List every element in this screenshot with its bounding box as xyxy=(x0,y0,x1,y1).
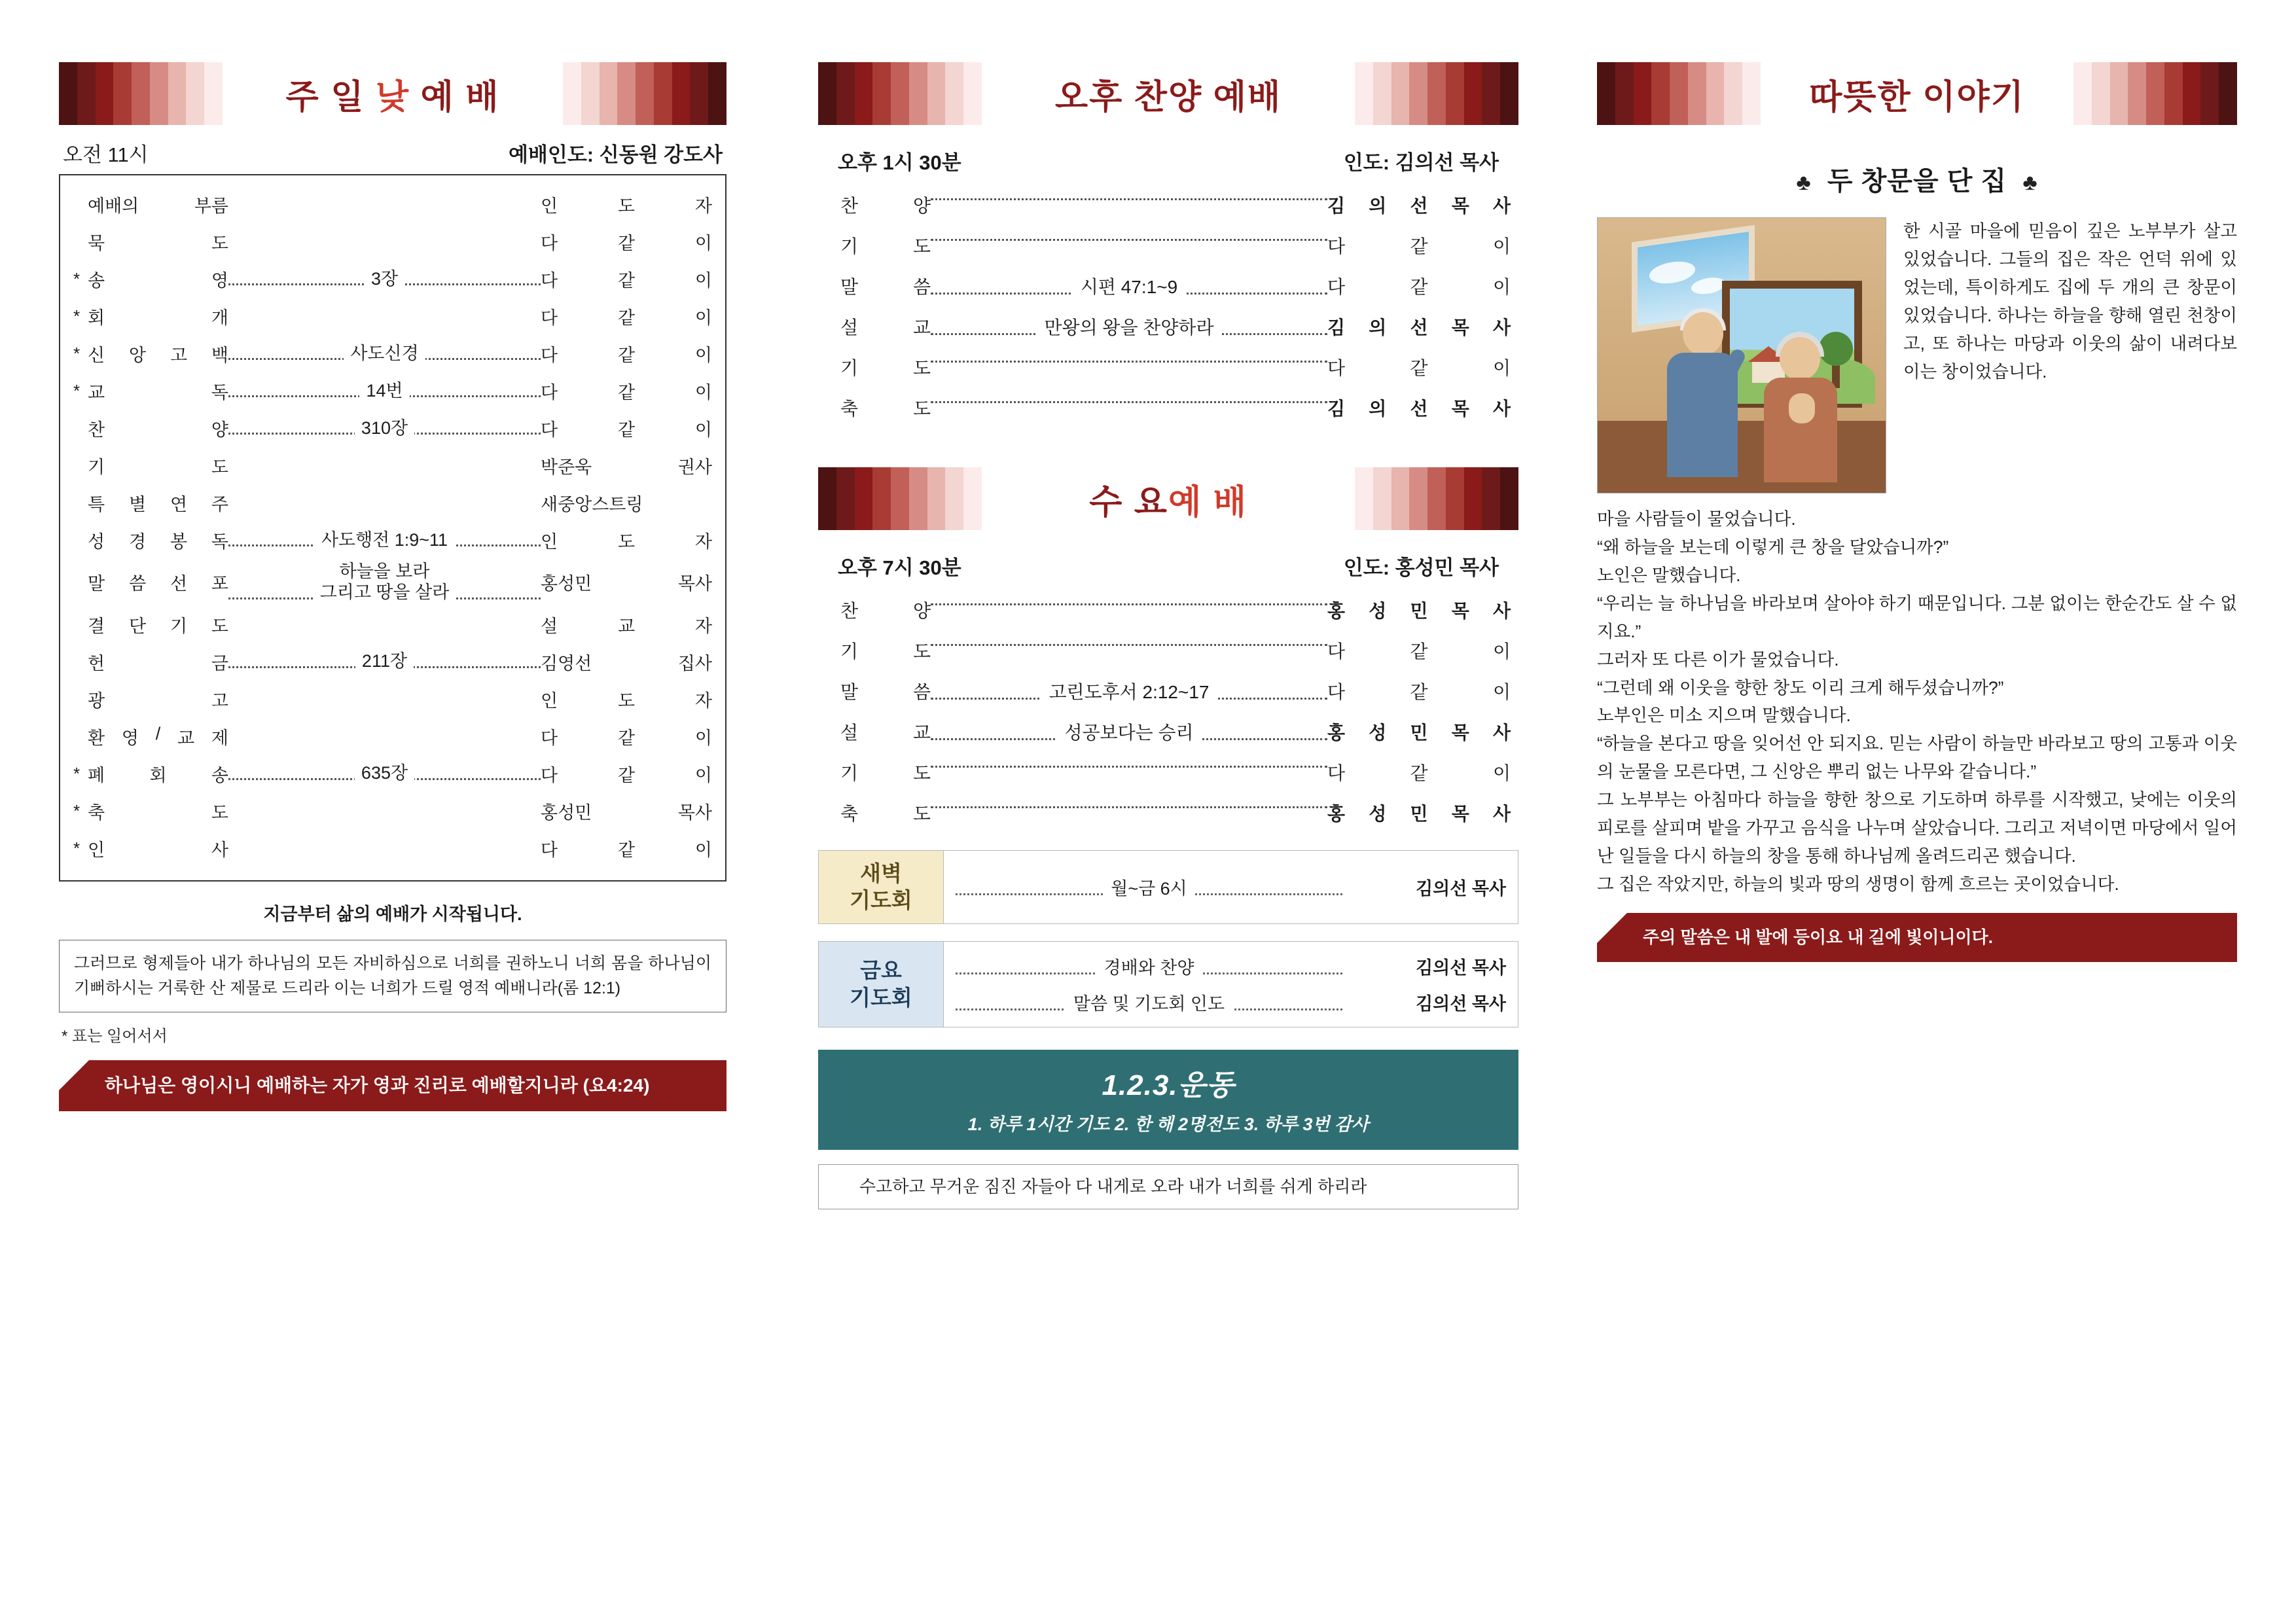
order-person: 다 같 이 xyxy=(541,346,712,365)
order-label: 말 씀 xyxy=(840,682,931,702)
order-person: 다 같 이 xyxy=(541,383,712,402)
order-row xyxy=(72,755,713,793)
order-person: 다 같 이 xyxy=(1327,763,1511,783)
story-paragraph: 그 노부부는 아침마다 하늘을 향한 창으로 기도하며 하루를 시작했고, 낮에는 이웃의 피로를 살피며 밭을 가꾸고 음식을 나누며 살았습니다. 그리고 저녁이면 마당에서 일어난 일들을 다시 하늘의 창을 통해 하나님께 올려드리곤 했습니다. xyxy=(1597,790,2237,866)
order-person: 홍 성 민 목 사 xyxy=(1327,722,1511,743)
standing-star: * xyxy=(73,344,81,363)
banner-stripes-right xyxy=(1355,467,1518,530)
banner-afternoon-praise xyxy=(818,62,1518,125)
order-person: 다 같 이 xyxy=(1327,682,1511,702)
order-person: 다 같 이 xyxy=(1327,358,1511,378)
service-order-row xyxy=(825,266,1512,306)
order-person: 홍 성 민 목 사 xyxy=(1327,804,1511,824)
order-label: 특 별 연 주 xyxy=(88,495,228,514)
sunday-service-header xyxy=(59,138,726,174)
sunday-order-of-worship xyxy=(59,174,726,882)
order-label: 성 경 봉 독 xyxy=(88,532,228,552)
order-detail: 성공보다는 승리 xyxy=(931,719,1327,745)
order-detail: 고린도후서 2:12~17 xyxy=(931,678,1327,704)
story-illustration xyxy=(1597,217,1886,493)
order-row xyxy=(72,606,713,643)
order-person: 다 같 이 xyxy=(1327,277,1511,297)
friday-prayer-row xyxy=(956,984,1506,1020)
order-person: 김 의 선 목 사 xyxy=(1327,399,1511,419)
order-person: 다 같 이 xyxy=(1327,641,1511,662)
friday-prayer-leader: 김의선 목사 xyxy=(1416,957,1506,978)
order-label: 기 도 xyxy=(840,358,931,378)
order-person: 다 같 이 xyxy=(541,271,712,291)
service-order-row xyxy=(825,347,1512,387)
order-person: 홍성민 목사 xyxy=(541,574,712,594)
order-person: 다 같 이 xyxy=(541,308,712,328)
standing-star: * xyxy=(73,269,81,289)
order-label: 기 도 xyxy=(88,457,228,477)
banner-wednesday-service xyxy=(818,467,1518,530)
ribbon-col2 xyxy=(818,1164,1518,1209)
order-person: 새중앙스트링 xyxy=(541,495,643,514)
afternoon-order-list xyxy=(818,185,1518,428)
order-person: 다 같 이 xyxy=(541,420,712,440)
banner-title-afternoon: 오후 찬양 예배 xyxy=(1038,69,1299,118)
afternoon-time: 오후 1시 30분 xyxy=(838,151,961,174)
order-person: 다 같 이 xyxy=(541,728,712,748)
banner-stripes-left xyxy=(818,62,982,125)
order-label: 환 영 / 교 제 xyxy=(88,723,228,748)
service-order-row xyxy=(825,590,1512,630)
order-row xyxy=(72,522,713,559)
order-detail: 14번 xyxy=(228,381,541,402)
order-label: 축 도 xyxy=(840,399,931,419)
dawn-prayer-tag xyxy=(819,851,944,923)
order-person: 박준욱 권사 xyxy=(541,457,712,477)
order-row xyxy=(72,718,713,755)
order-person: 김 의 선 목 사 xyxy=(1327,196,1511,216)
story-paragraph: 그러자 또 다른 이가 물었습니다. xyxy=(1597,649,1839,669)
dawn-prayer-block xyxy=(818,850,1518,924)
order-label: 기 도 xyxy=(840,763,931,783)
order-label: 신 앙 고 백 xyxy=(88,346,228,365)
order-label: 예배의 부름 xyxy=(88,196,228,216)
column-afternoon-wednesday xyxy=(779,0,1558,1623)
order-person: 인 도 자 xyxy=(541,690,712,711)
order-person: 설 교 자 xyxy=(541,616,712,636)
wednesday-order-list xyxy=(818,590,1518,833)
order-row xyxy=(72,260,713,298)
order-person: 인 도 자 xyxy=(541,532,712,552)
story-title-text: 두 창문을 단 집 xyxy=(1827,167,2007,196)
order-detail: 사도신경 xyxy=(228,344,541,365)
order-label: 축 도 xyxy=(88,802,228,823)
order-label: 인 사 xyxy=(88,840,228,860)
elderly-man-figure xyxy=(1660,312,1744,476)
banner-title-sunday: 주 일 낮 예 배 xyxy=(269,69,517,118)
story-paragraph: 마을 사람들이 물었습니다. xyxy=(1597,509,1796,529)
friday-prayer-tag xyxy=(819,942,944,1027)
story-paragraph: 노인은 말했습니다. xyxy=(1597,565,1741,585)
banner-stripes-right xyxy=(563,62,726,125)
order-label: 결 단 기 도 xyxy=(88,616,228,636)
story-paragraph: “하늘을 본다고 땅을 잊어선 안 되지요. 믿는 사람이 하늘만 바라보고 땅의 고통과 이웃의 눈물을 모른다면, 그 신앙은 뿌리 없는 나무와 같습니다.” xyxy=(1597,734,2237,782)
order-person: 다 같 이 xyxy=(1327,236,1511,257)
order-label: 설 교 xyxy=(840,722,931,743)
elderly-woman-figure xyxy=(1760,337,1842,481)
order-note: 지금부터 삶의 예배가 시작됩니다. xyxy=(263,904,522,924)
banner-sunday-service xyxy=(59,62,726,125)
service-order-row xyxy=(825,711,1512,752)
order-person: 김영선 집사 xyxy=(541,653,712,673)
banner-title-story: 따뜻한 이야기 xyxy=(1792,69,2042,118)
sunday-service-leader: 예배인도: 신동원 강도사 xyxy=(508,143,723,166)
friday-prayer-text: 경배와 찬양 xyxy=(956,954,1342,979)
story-intro-paragraph: 한 시골 마을에 믿음이 깊은 노부부가 살고 있었습니다. 그들의 집은 작은 언덕 위에 있었는데, 특이하게도 집에 두 개의 큰 창문이 있었습니다. 하나는 하늘을 향해 열린 천창이고, 또 하나는 마당과 이웃의 삶이 내려다보이는 창이었습니다. xyxy=(1903,221,2237,382)
order-person: 다 같 이 xyxy=(541,234,712,253)
story-paragraph: 그 집은 작았지만, 하늘의 빛과 땅의 생명이 함께 흐르는 곳이었습니다. xyxy=(1597,874,2119,894)
order-person: 다 같 이 xyxy=(541,840,712,860)
order-row xyxy=(72,223,713,260)
order-row xyxy=(72,559,713,606)
column-warm-story xyxy=(1558,0,2296,1623)
friday-prayer-tag-line2: 기도회 xyxy=(850,985,912,1010)
order-person: 홍성민 목사 xyxy=(541,802,712,823)
order-row xyxy=(72,447,713,484)
story-body xyxy=(1597,493,2237,899)
order-label: 헌 금 xyxy=(88,653,228,673)
wednesday-leader: 인도: 홍성민 목사 xyxy=(1343,556,1499,579)
ribbon-col1-text: 하나님은 영이시니 예배하는 자가 영과 진리로 예배할지니라 (요4:24) xyxy=(105,1075,650,1096)
friday-prayer-tag-line1: 금요 xyxy=(860,958,902,983)
story-top-section xyxy=(1597,217,2237,493)
order-person: 김 의 선 목 사 xyxy=(1327,317,1511,338)
order-label: 기 도 xyxy=(840,236,931,257)
ribbon-col1 xyxy=(59,1060,726,1111)
movement-title: 1.2.3.운동 xyxy=(1102,1069,1235,1101)
order-label: 찬 양 xyxy=(840,601,931,621)
column-sunday-service xyxy=(0,0,779,1623)
story-title xyxy=(1597,138,2237,217)
clover-icon-right: ♣ xyxy=(2022,170,2038,195)
friday-prayer-row xyxy=(956,948,1506,984)
afternoon-service-header xyxy=(818,138,1518,185)
banner-stripes-right xyxy=(2073,62,2237,125)
dawn-prayer-body xyxy=(944,851,1518,923)
banner-stripes-right xyxy=(1355,62,1518,125)
movement-123-box xyxy=(818,1050,1518,1150)
order-person: 다 같 이 xyxy=(541,765,712,785)
order-row xyxy=(72,410,713,447)
friday-prayer-block xyxy=(818,941,1518,1027)
order-label: 찬 양 xyxy=(88,420,228,440)
movement-subtitle: 1. 하루 1시간 기도 2. 한 해 2명전도 3. 하루 3번 감사 xyxy=(967,1114,1369,1134)
standing-star: * xyxy=(73,763,81,783)
order-label: 찬 양 xyxy=(840,196,931,216)
service-order-row xyxy=(825,793,1512,833)
sunday-service-time: 오전 11시 xyxy=(63,143,149,166)
order-detail: 310장 xyxy=(228,418,541,439)
ribbon-col3 xyxy=(1597,913,2237,962)
dawn-prayer-time: 월~금 6시 xyxy=(1103,879,1195,899)
dawn-prayer-leader: 김의선 목사 xyxy=(1416,878,1506,899)
ribbon-col2-text: 수고하고 무거운 짐진 자들아 다 내게로 오라 내가 너희를 쉬게 하리라 xyxy=(859,1176,1367,1196)
banner-stripes-left xyxy=(59,62,223,125)
wednesday-time: 오후 7시 30분 xyxy=(838,556,961,579)
dawn-prayer-tag-line2: 기도회 xyxy=(850,888,912,913)
footnote-standing: * 표는 일어서서 xyxy=(62,1027,168,1046)
order-row xyxy=(72,186,713,223)
verse-box-romans: 그러므로 형제들아 내가 하나님의 모든 자비하심으로 너희를 권하노니 너희 몸을 하나님이 기뻐하시는 거룩한 산 제물로 드리라 이는 너희가 드릴 영적 예배니라(롬 12:1) xyxy=(59,940,726,1013)
order-row xyxy=(72,372,713,410)
banner-stripes-left xyxy=(1597,62,1761,125)
order-label: 송 영 xyxy=(88,271,228,291)
service-order-row xyxy=(825,630,1512,671)
order-detail: 사도행전 1:9~11 xyxy=(228,530,541,551)
order-label: 말 씀 선 포 xyxy=(88,574,228,594)
standing-star: * xyxy=(73,381,81,401)
order-row xyxy=(72,335,713,372)
service-order-row xyxy=(825,185,1512,225)
order-label: 폐 회 송 xyxy=(88,765,228,785)
service-order-row xyxy=(825,387,1512,428)
banner-warm-story xyxy=(1597,62,2237,125)
order-row xyxy=(72,298,713,335)
order-detail: 만왕의 왕을 찬양하라 xyxy=(931,313,1327,340)
order-row xyxy=(72,830,713,867)
standing-star: * xyxy=(73,800,81,821)
order-row xyxy=(72,681,713,718)
order-person: 홍 성 민 목 사 xyxy=(1327,601,1511,621)
order-row xyxy=(72,643,713,681)
order-detail: 하늘을 보라 그리고 땅을 살라 xyxy=(228,562,541,603)
service-order-row xyxy=(825,752,1512,793)
order-label: 광 고 xyxy=(88,690,228,711)
standing-star: * xyxy=(73,838,81,858)
order-label: 축 도 xyxy=(840,804,931,824)
story-paragraph: “그런데 왜 이웃을 향한 창도 이리 크게 해두셨습니까?” xyxy=(1597,677,2004,698)
ribbon-fold-icon xyxy=(819,1165,846,1192)
order-label: 묵 도 xyxy=(88,234,228,253)
banner-title-wednesday: 수 요예 배 xyxy=(1072,474,1265,524)
order-label: 교 독 xyxy=(88,383,228,402)
order-person: 인 도 자 xyxy=(541,196,712,216)
service-order-row xyxy=(825,225,1512,266)
order-detail: 시편 47:1~9 xyxy=(931,273,1327,299)
service-order-row xyxy=(825,306,1512,347)
order-detail: 635장 xyxy=(228,763,541,784)
ribbon-col3-text: 주의 말씀은 내 발에 등이요 내 길에 빛이니이다. xyxy=(1643,927,1993,947)
clover-icon-left: ♣ xyxy=(1796,170,1812,195)
story-paragraph: 노부인은 미소 지으며 말했습니다. xyxy=(1597,705,1851,726)
friday-prayer-leader: 김의선 목사 xyxy=(1416,993,1506,1014)
order-label: 회 개 xyxy=(88,308,228,328)
order-row xyxy=(72,793,713,830)
order-row xyxy=(72,484,713,522)
order-detail: 3장 xyxy=(228,269,541,290)
order-label: 말 씀 xyxy=(840,277,931,297)
order-label: 설 교 xyxy=(840,317,931,338)
ribbon-fold-icon xyxy=(1597,913,1627,943)
friday-prayer-body xyxy=(944,942,1518,1027)
service-order-row xyxy=(825,671,1512,711)
dawn-prayer-tag-line1: 새벽 xyxy=(860,861,902,885)
story-paragraph: “우리는 늘 하나님을 바라보며 살아야 하기 때문입니다. 그분 없이는 한순간도 살 수 없지요.” xyxy=(1597,593,2237,641)
order-label: 기 도 xyxy=(840,641,931,662)
ribbon-fold-icon xyxy=(59,1060,89,1090)
standing-star: * xyxy=(73,306,81,326)
story-paragraph: “왜 하늘을 보는데 이렇게 큰 창을 달았습니까?” xyxy=(1597,537,1949,557)
afternoon-leader: 인도: 김의선 목사 xyxy=(1343,151,1499,174)
friday-prayer-text: 말씀 및 기도회 인도 xyxy=(956,990,1342,1015)
banner-stripes-left xyxy=(818,467,982,530)
wednesday-service-header xyxy=(818,543,1518,590)
order-detail: 211장 xyxy=(228,651,541,672)
